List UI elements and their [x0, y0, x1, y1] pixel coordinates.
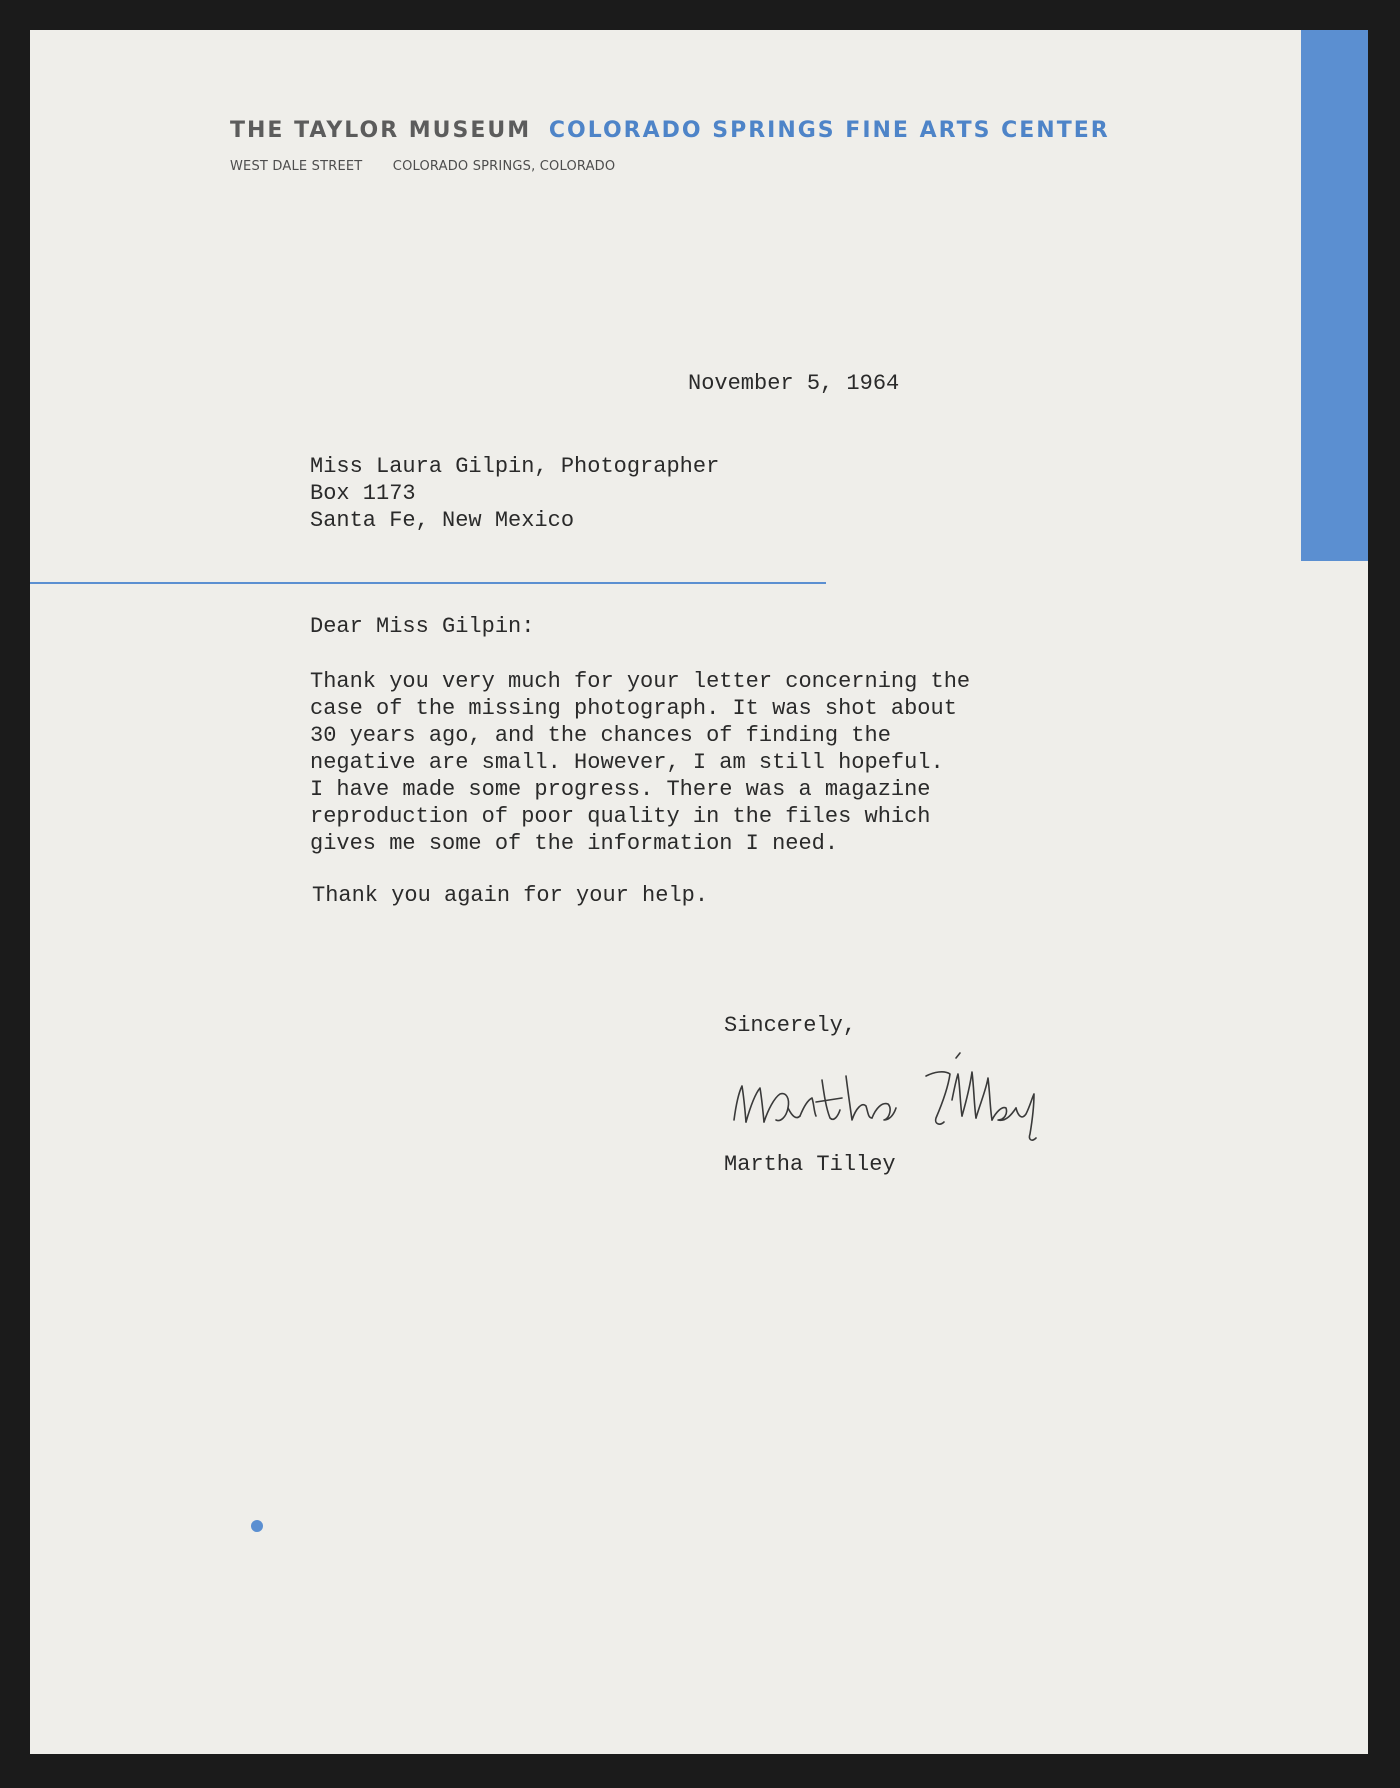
closing: Sincerely, [724, 1013, 857, 1038]
letterhead-color-bar [1301, 30, 1368, 561]
body-line: gives me some of the information I need. [310, 831, 839, 856]
letterhead-street: WEST DALE STREET [230, 159, 363, 174]
recipient-address [310, 453, 719, 534]
handwritten-signature [730, 1050, 1075, 1145]
recipient-line: Santa Fe, New Mexico [310, 508, 575, 533]
letter-date: November 5, 1964 [688, 371, 900, 396]
letterhead-address [230, 159, 615, 174]
body-line: case of the missing photograph. It was shot about [310, 696, 957, 721]
body-line: I have made some progress. There was a magazine [310, 777, 931, 802]
thanks-line: Thank you again for your help. [312, 883, 709, 908]
blue-dot-mark [251, 1520, 263, 1532]
body-line: negative are small. However, I am still hopeful. [310, 750, 944, 775]
body-line: Thank you very much for your letter concerning the [310, 669, 971, 694]
recipient-line: Miss Laura Gilpin, Photographer [310, 454, 720, 479]
letterhead-city: COLORADO SPRINGS, COLORADO [392, 159, 616, 174]
body-line: reproduction of poor quality in the files which [310, 804, 931, 829]
signer-name: Martha Tilley [724, 1152, 896, 1177]
address-divider [30, 582, 826, 584]
letter-page [30, 30, 1368, 1754]
body-line: 30 years ago, and the chances of finding the [310, 723, 891, 748]
letterhead-title [230, 118, 1110, 143]
letterhead-museum-name: THE TAYLOR MUSEUM [230, 118, 532, 143]
letter-body [310, 668, 970, 857]
salutation: Dear Miss Gilpin: [310, 614, 535, 639]
letterhead-arts-center-name: COLORADO SPRINGS FINE ARTS CENTER [548, 118, 1110, 143]
recipient-line: Box 1173 [310, 481, 416, 506]
